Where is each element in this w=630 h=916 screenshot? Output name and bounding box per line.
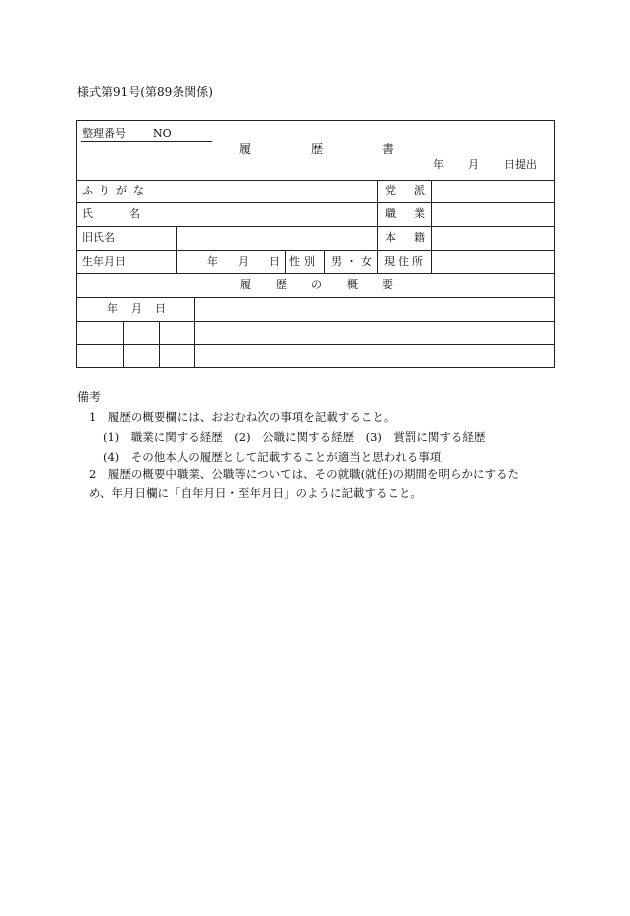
col-divider (194, 297, 195, 368)
name-label-1: 氏 (82, 207, 93, 220)
no-label: NO (153, 127, 172, 140)
birth-day: 日 (269, 255, 280, 268)
submit-day: 日提出 (504, 158, 537, 171)
summary-title-char: の (311, 278, 322, 291)
summary-col-month: 月 (131, 302, 142, 315)
birthdate-label: 生年月日 (82, 255, 126, 268)
row-divider (76, 297, 555, 298)
birth-year: 年 (207, 255, 218, 268)
party-label-2: 派 (414, 184, 425, 197)
row-divider (76, 250, 555, 251)
address-label: 現住所 (384, 255, 426, 268)
col-divider (431, 180, 432, 273)
job-label-1: 職 (385, 207, 396, 220)
row-divider (76, 321, 555, 322)
note-2-line-2: め、年月日欄に「自年月日・至年月日」のように記載すること。 (89, 486, 423, 500)
row-divider (76, 273, 555, 274)
resume-form (76, 120, 555, 368)
title-char: 履 (239, 142, 252, 156)
row-divider (76, 202, 555, 203)
gender-label: 性別 (289, 255, 319, 268)
gender-female: 女 (361, 255, 372, 268)
former-name-label: 旧氏名 (82, 231, 115, 244)
birth-month: 月 (238, 255, 249, 268)
submit-month: 月 (468, 158, 479, 171)
summary-title-char: 履 (240, 278, 251, 291)
form-number: 様式第91号(第89条関係) (77, 85, 213, 99)
party-label-1: 党 (385, 184, 396, 197)
row-divider (76, 226, 555, 227)
job-label-2: 業 (414, 207, 425, 220)
col-divider (123, 321, 124, 368)
col-divider (377, 180, 378, 273)
submit-year: 年 (433, 158, 444, 171)
note-2-line-1: 2 履歴の概要中職業、公職等については、その就職(就任)の期間を明らかにするた (89, 467, 520, 481)
row-divider (76, 344, 555, 345)
summary-col-day: 日 (155, 302, 166, 315)
note-1: 1 履歴の概要欄には、おおむね次の事項を記載すること。 (89, 410, 396, 424)
col-divider (176, 226, 177, 273)
title-char: 書 (382, 142, 395, 156)
domicile-label-1: 本 (385, 231, 396, 244)
domicile-label-2: 籍 (414, 231, 425, 244)
gender-dot: ・ (346, 255, 357, 268)
summary-title-char: 要 (382, 278, 393, 291)
row-divider (76, 180, 555, 181)
furigana-label: ふりがな (82, 184, 150, 197)
col-divider (285, 250, 286, 273)
summary-title-char: 歴 (276, 278, 287, 291)
seiri-label: 整理番号 (82, 127, 126, 140)
gender-male: 男 (331, 255, 342, 268)
seiri-underline (81, 141, 212, 142)
col-divider (324, 250, 325, 273)
summary-title-char: 概 (347, 278, 358, 291)
name-label-2: 名 (129, 207, 140, 220)
col-divider (159, 321, 160, 368)
note-1-item-4: (4) その他本人の履歴として記載することが適当と思われる事項 (103, 450, 442, 464)
title-char: 歴 (311, 142, 324, 156)
notes-heading: 備考 (77, 390, 102, 404)
summary-col-year: 年 (107, 302, 118, 315)
note-1-items: (1) 職業に関する経歴 (2) 公職に関する経歴 (3) 賞罰に関する経歴 (103, 430, 486, 444)
